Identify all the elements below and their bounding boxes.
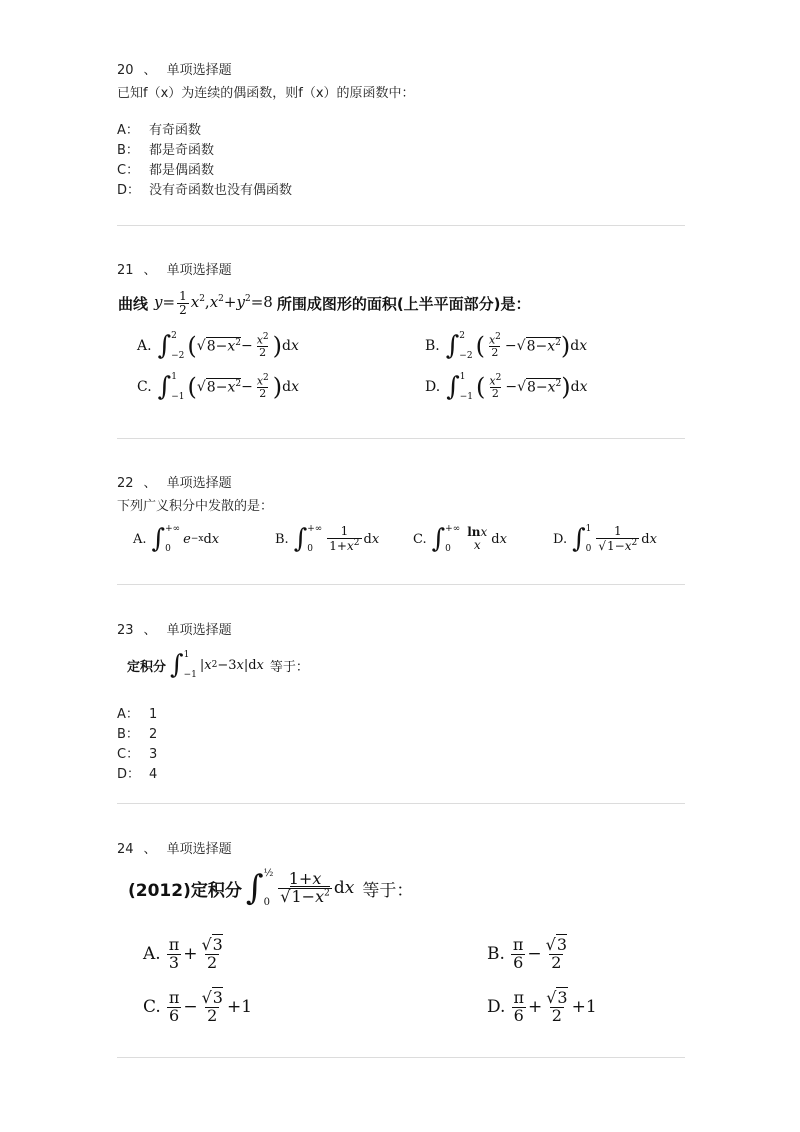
formula: ∫ 2 −2 ( $\frac{x^2}{2}$ −√ $8-x^2$ ) d x xyxy=(445,331,588,361)
question-24 xyxy=(117,841,685,859)
formula: $\frac{\pi}{6}$ + $\frac{√3}{2}$ +1 xyxy=(513,988,597,1025)
option-c[interactable]: C. ∫ +∞ 0 lnx x d x xyxy=(413,524,507,554)
option-c[interactable]: C： 都是偶函数 xyxy=(117,163,215,178)
option-a[interactable]: A. $\frac{\pi}{3}$ + $\frac{√3}{2}$ xyxy=(143,937,227,972)
option-d[interactable]: D. ∫ 1 −1 ( $\frac{x^2}{2}$ −√ $8-x^2$ ) d x xyxy=(425,372,588,402)
formula: $\frac{\pi}{6}$ − $\frac{√3}{2}$ +1 xyxy=(168,988,253,1025)
formula: ∫ ½ 0 $\frac{1+x}{√1-x^2}$ d x xyxy=(245,868,355,908)
divider xyxy=(117,225,685,226)
divider xyxy=(117,584,685,585)
question-header: 22 、 单项选择题 xyxy=(117,476,232,491)
divider xyxy=(117,438,685,439)
question-stem: 已知f（x）为连续的偶函数，则f（x）的原函数中： xyxy=(117,86,415,101)
option-a[interactable]: A： 1 xyxy=(117,707,158,722)
option-b[interactable]: B： 2 xyxy=(117,727,158,742)
question-20 xyxy=(117,62,685,201)
option-b[interactable]: B. ∫ +∞ 0 $\frac{1}{1+x^2}$ d x xyxy=(275,524,380,554)
formula: ∫ +∞ 0 e −x d x xyxy=(151,524,220,554)
formula: ∫ 1 −1 ( √ $8-x^2$ − $\frac{x^2}{2}$ ) d x xyxy=(157,372,300,402)
option-b[interactable]: B： 都是奇函数 xyxy=(117,143,215,158)
question-23-options xyxy=(117,705,685,785)
question-stem: 定积分 ∫ 1 −1 | x 2 −3 x |d x 等于： xyxy=(127,650,309,680)
question-header: 23 、 单项选择题 xyxy=(117,623,232,638)
question-stem: 下列广义积分中发散的是： xyxy=(117,499,274,514)
option-d[interactable]: D： 没有奇函数也没有偶函数 xyxy=(117,183,293,198)
question-header: 21 、 单项选择题 xyxy=(117,263,232,278)
question-23 xyxy=(117,622,685,640)
divider xyxy=(117,803,685,804)
formula: ∫ 1 0 $\frac{1}{√1-x^2}$ d x xyxy=(572,524,657,554)
question-type: 单项选择题 xyxy=(166,63,232,78)
divider xyxy=(117,1057,685,1058)
question-stem: (2012)定积分 ∫ ½ 0 $\frac{1+x}{√1-x^2}$ d x 等于： xyxy=(128,868,414,908)
option-d[interactable]: D. $\frac{\pi}{6}$ + $\frac{√3}{2}$ +1 xyxy=(487,988,597,1025)
option-d[interactable]: D： 4 xyxy=(117,767,158,782)
option-c[interactable]: C： 3 xyxy=(117,747,158,762)
options-list xyxy=(117,121,685,201)
question-number: 20 xyxy=(117,63,134,78)
formula: ∫ +∞ 0 $\frac{1}{1+x^2}$ d x xyxy=(293,524,380,554)
question-22 xyxy=(117,475,685,517)
question-sep: 、 xyxy=(143,63,157,78)
formula: $\frac{\pi}{3}$ + $\frac{√3}{2}$ xyxy=(168,935,223,972)
option-a[interactable]: A. ∫ 2 −2 ( √ $8-x^2$ − $\frac{x^2}{2}$ ) d x xyxy=(137,331,299,361)
option-b[interactable]: B. ∫ 2 −2 ( $\frac{x^2}{2}$ −√ $8-x^2$ ) d x xyxy=(425,331,588,361)
question-stem: 曲线 y= $\frac{1}{2}$ $x^2,x^2+y^2=8$ 所围成图形的面积(上半平面部分)是： xyxy=(118,289,531,317)
option-c[interactable]: C. ∫ 1 −1 ( √ $8-x^2$ − $\frac{x^2}{2}$ ) d x xyxy=(137,372,300,402)
option-b[interactable]: B. $\frac{\pi}{6}$ − $\frac{√3}{2}$ xyxy=(487,937,571,972)
option-c[interactable]: C. $\frac{\pi}{6}$ − $\frac{√3}{2}$ +1 xyxy=(143,988,253,1025)
formula: ∫ 1 −1 ( $\frac{x^2}{2}$ −√ $8-x^2$ ) d x xyxy=(446,372,588,402)
question-21 xyxy=(117,262,685,280)
formula: ∫ +∞ 0 lnx x d x xyxy=(431,524,507,554)
formula: y= $\frac{1}{2}$ $x^2,x^2+y^2=8$ xyxy=(154,289,273,317)
formula: ∫ 2 −2 ( √ $8-x^2$ − $\frac{x^2}{2}$ ) d x xyxy=(157,331,299,361)
question-header: 24 、 单项选择题 xyxy=(117,842,232,857)
formula: ∫ 1 −1 | x 2 −3 x |d x xyxy=(170,650,264,680)
option-d[interactable]: D. ∫ 1 0 $\frac{1}{√1-x^2}$ d x xyxy=(553,524,657,554)
option-a[interactable]: A. ∫ +∞ 0 e −x d x xyxy=(133,524,220,554)
question-header xyxy=(117,62,685,80)
option-a[interactable]: A： 有奇函数 xyxy=(117,123,202,138)
formula: $\frac{\pi}{6}$ − $\frac{√3}{2}$ xyxy=(512,935,568,972)
